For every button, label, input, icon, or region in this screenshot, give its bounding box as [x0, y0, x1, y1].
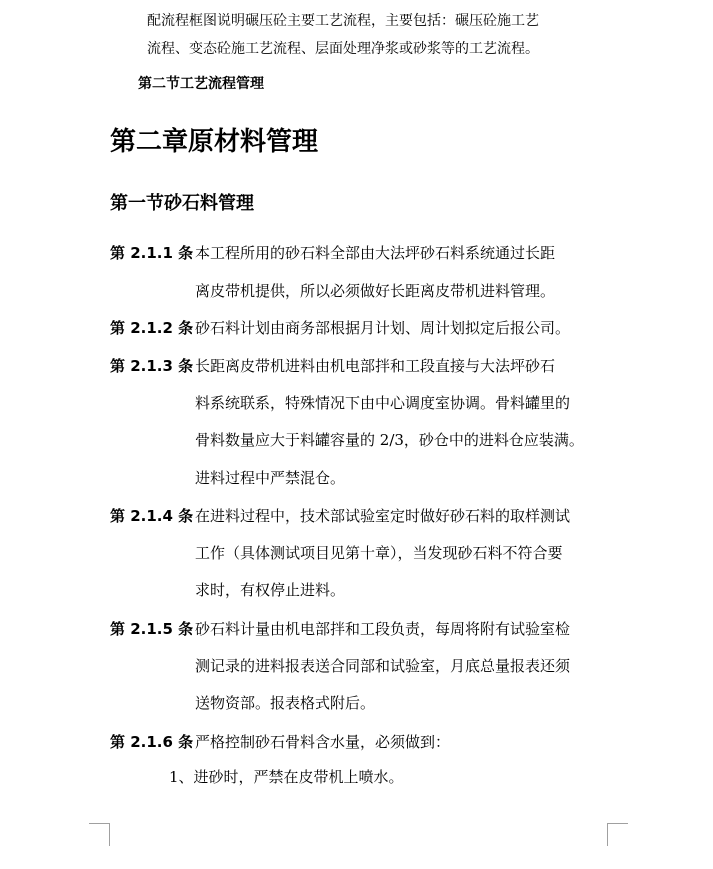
article-label-2-1-2: 第 2.1.2 条 [110, 319, 194, 337]
article-text-line: 求时，有权停止进料。 [195, 581, 346, 599]
article-text-line: 送物资部。报表格式附后。 [195, 694, 376, 712]
article-label-2-1-1: 第 2.1.1 条 [110, 244, 194, 262]
article-text-line: 离皮带机提供，所以必须做好长距离皮带机进料管理。 [195, 282, 556, 300]
article-text-line: 骨料数量应大于料罐容量的 2/3，砂仓中的进料仓应装满。 [195, 431, 584, 449]
article-text-line: 在进料过程中，技术部试验室定时做好砂石料的取样测试 [195, 507, 571, 525]
article-text-line: 砂石料计量由机电部拌和工段负责，每周将附有试验室检 [195, 620, 571, 638]
article-text-line: 测记录的进料报表送合同部和试验室，月底总量报表还须 [195, 657, 571, 675]
article-text-line: 本工程所用的砂石料全部由大法坪砂石料系统通过长距 [195, 244, 556, 262]
section-title: 第一节砂石料管理 [110, 193, 254, 214]
article-label-2-1-5: 第 2.1.5 条 [110, 620, 194, 638]
intro-line-1: 配流程框图说明碾压砼主要工艺流程，主要包括：碾压砼施工艺 [147, 13, 539, 29]
page-corner-mark-left [89, 823, 110, 846]
article-label-2-1-6: 第 2.1.6 条 [110, 733, 194, 751]
article-label-2-1-4: 第 2.1.4 条 [110, 507, 194, 525]
article-text-line: 严格控制砂石骨料含水量，必须做到： [195, 733, 451, 751]
prev-section-title: 第二节工艺流程管理 [138, 76, 264, 92]
article-text-line: 进料过程中严禁混仓。 [195, 469, 346, 487]
article-text-line: 料系统联系，特殊情况下由中心调度室协调。骨料罐里的 [195, 394, 571, 412]
article-text-line: 砂石料计划由商务部根据月计划、周计划拟定后报公司。 [195, 319, 571, 337]
intro-line-2: 流程、变态砼施工艺流程、层面处理净浆或砂浆等的工艺流程。 [147, 41, 539, 57]
list-item: 1、进砂时，严禁在皮带机上喷水。 [169, 768, 404, 786]
page-corner-mark-right [607, 823, 628, 846]
chapter-title: 第二章原材料管理 [110, 127, 319, 157]
article-text-line: 长距离皮带机进料由机电部拌和工段直接与大法坪砂石 [195, 357, 556, 375]
article-text-line: 工作（具体测试项目见第十章），当发现砂石料不符合要 [195, 544, 563, 562]
article-label-2-1-3: 第 2.1.3 条 [110, 357, 194, 375]
